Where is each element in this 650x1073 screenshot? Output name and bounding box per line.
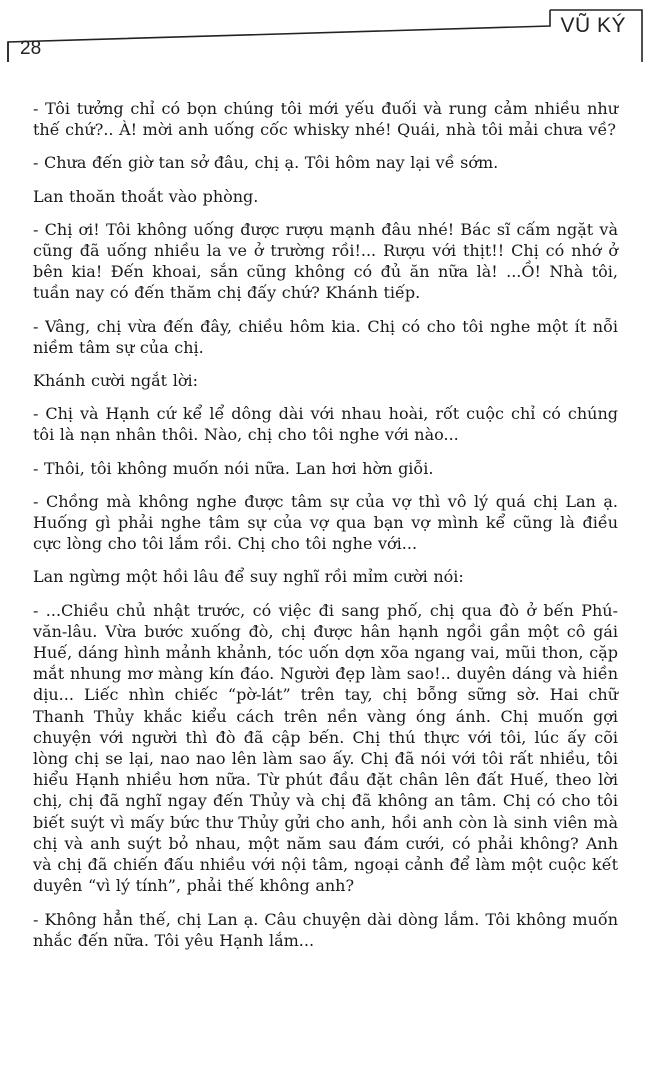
paragraph: - Vâng, chị vừa đến đây, chiều hôm kia. Chị có cho tôi nghe một ít nỗi niềm tâm sự của chị. [33, 316, 618, 357]
paragraph: - Chị và Hạnh cứ kể lể dông dài với nhau hoài, rốt cuộc chỉ có chúng tôi là nạn nhân thôi. Nào, chị cho tôi nghe với nào... [33, 404, 618, 445]
paragraph: - Không hẳn thế, chị Lan ạ. Câu chuyện dài dòng lắm. Tôi không muốn nhắc đến nữa. Tôi yêu Hạnh lắm... [33, 909, 618, 950]
paragraph: - Chưa đến giờ tan sở đâu, chị ạ. Tôi hôm nay lại về sớm. [33, 153, 499, 173]
header-rule [6, 6, 644, 64]
paragraph: - Chồng mà không nghe được tâm sự của vợ thì vô lý quá chị Lan ạ. Huống gì phải nghe tâm sự của vợ qua bạn vợ mình kể cũng là điều cực lòng cho tôi lắm rồi. Chị cho tôi nghe với... [33, 491, 618, 554]
body-text [33, 98, 618, 963]
paragraph: - Tôi tưởng chỉ có bọn chúng tôi mới yếu đuối và rung cảm nhiều như thế chứ?.. À! mời anh uống cốc whisky nhé! Quái, nhà tôi mải chưa về? [33, 99, 618, 140]
page-number: 28 [20, 38, 42, 59]
running-head: VŨ KÝ [560, 14, 626, 37]
paragraph: - Chị ơi! Tôi không uống được rượu mạnh đâu nhé! Bác sĩ cấm ngặt và cũng đã uống nhiều la ve ở trường rồi!... Rượu với thịt!! Chị có nhớ ở bên kia! Đến khoai, sắn cũng không có đủ ăn nữa là! ...Ồ! Nhà tôi, tuần nay có đến thăm chị đấy chứ? Khánh tiếp. [33, 219, 618, 303]
paragraph: Lan ngừng một hồi lâu để suy nghĩ rồi mỉm cười nói: [33, 567, 464, 587]
paragraph: - Thôi, tôi không muốn nói nữa. Lan hơi hờn giỗi. [33, 458, 434, 478]
paragraph: - ...Chiều chủ nhật trước, có việc đi sang phố, chị qua đò ở bến Phú-văn-lâu. Vừa bước xuống đò, chị được hân hạnh ngồi gần một cô gái Huế, dáng hình mảnh khảnh, tóc uốn dợn xõa ngang vai, mũi thon, cặp mắt nhung mơ màng kín đáo. Người đẹp làm sao!.. duyên dáng và hiền dịu... Liếc nhìn chiếc “pờ-lát” trên tay, chị bỗng sững sờ. Hai chữ Thanh Thủy khắc kiểu cách trên nền vàng óng ánh. Chị muốn gợi chuyện với người thì đò đã cập bến. Chị thú thực với tôi, lúc ấy cõi lòng chị se lại, nao nao lên làm sao ấy. Chị đã nói với tôi rất nhiều, tôi hiểu Hạnh nhiều hơn nữa. Từ phút đầu đặt chân lên đất Huế, theo lời chị, chị đã nghĩ ngay đến Thủy và chị đã không an tâm. Chị có cho tôi biết suýt vì mấy bức thư Thủy gửi cho anh, hồi anh còn là sinh viên mà chị và anh suýt bỏ nhau, một năm sau đám cưới, có phải không? Anh và chị đã chiến đấu nhiều với nội tâm, ngoại cảnh để làm một cuộc kết duyên “vì lý tính”, phải thế không anh? [33, 600, 618, 896]
paragraph: Khánh cười ngắt lời: [33, 371, 198, 391]
paragraph: Lan thoăn thoắt vào phòng. [33, 186, 259, 206]
page-header [6, 6, 644, 64]
